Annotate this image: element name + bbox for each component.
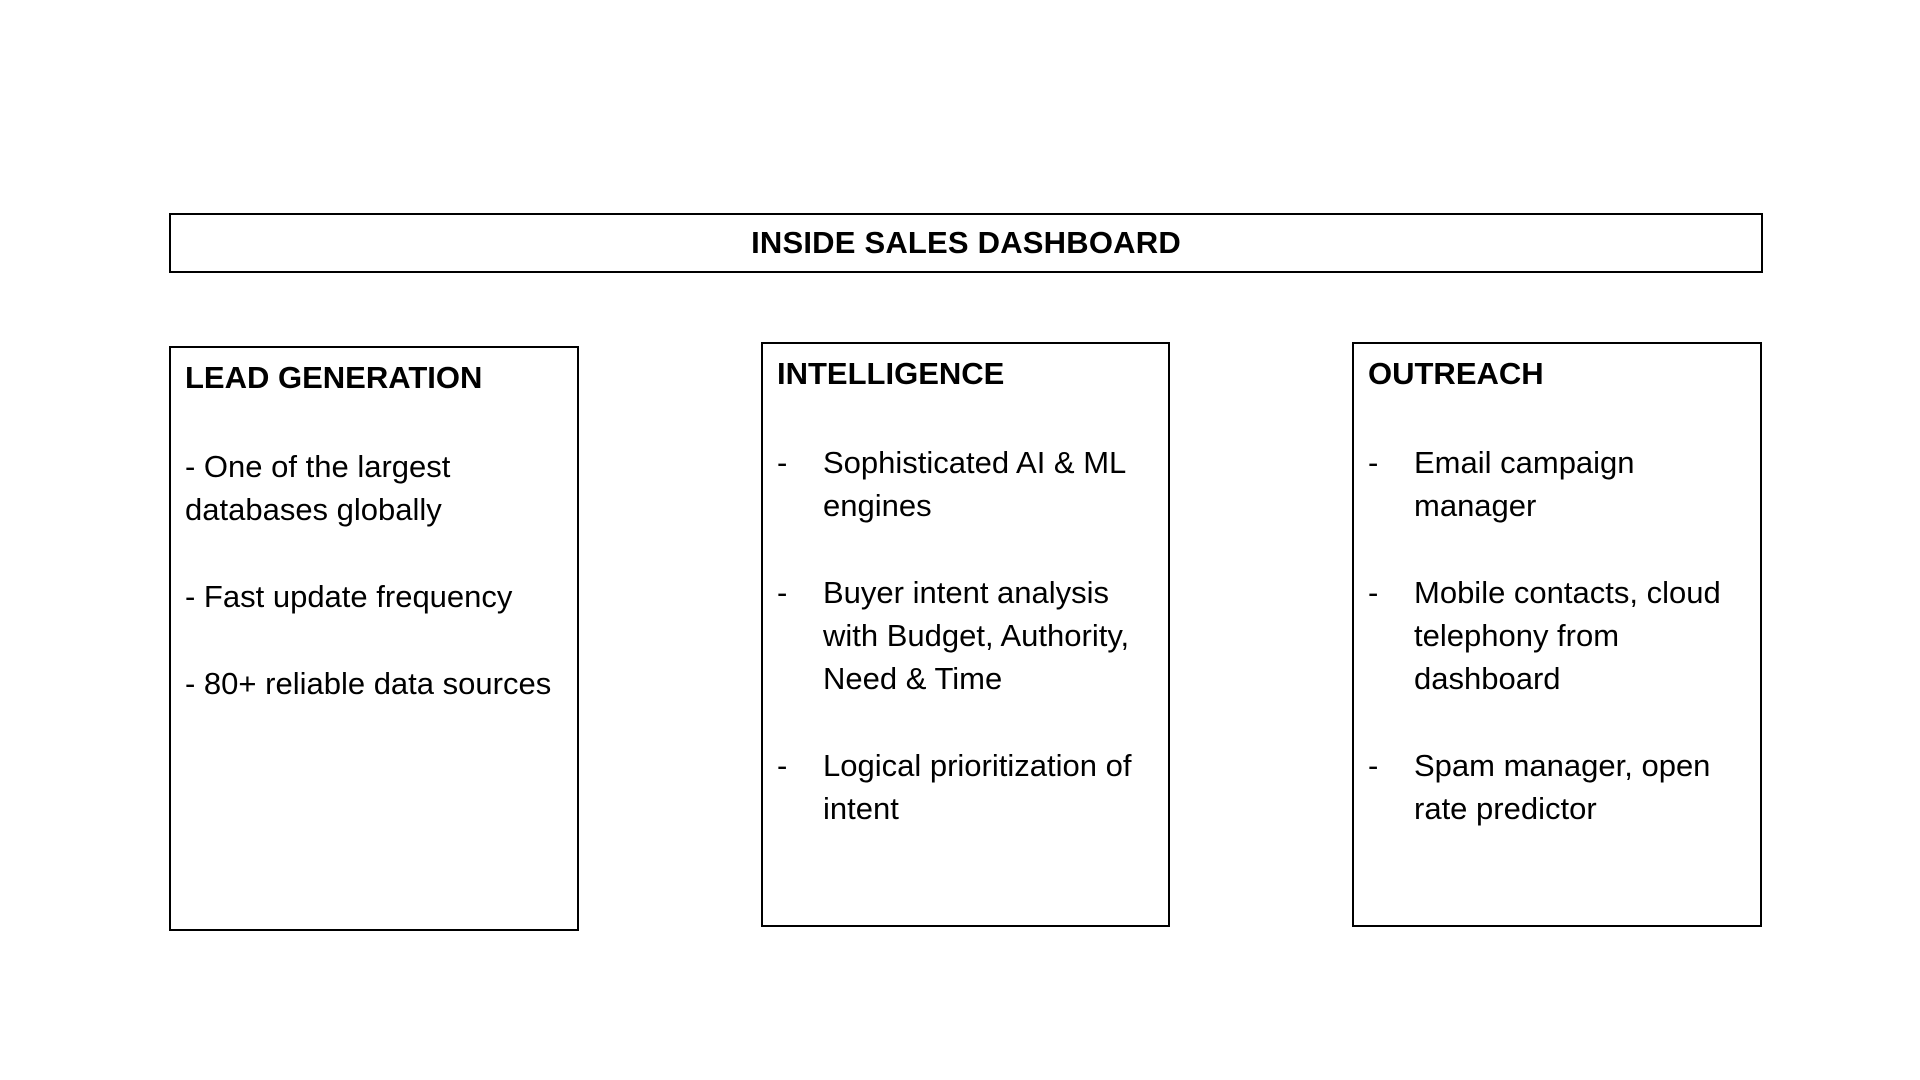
intelligence-list	[777, 441, 1154, 830]
intelligence-heading: INTELLIGENCE	[777, 356, 1005, 391]
list-item-text: Buyer intent analysis with Budget, Authority, Need & Time	[823, 575, 1130, 696]
list-item	[777, 571, 1154, 700]
lead-generation-heading: LEAD GENERATION	[185, 360, 483, 395]
list-item	[1368, 571, 1746, 700]
dash-bullet: -	[777, 445, 788, 480]
dash-bullet: -	[777, 748, 788, 783]
dash-bullet: -	[777, 575, 788, 610]
dash-bullet: -	[1368, 748, 1379, 783]
dashboard-title: INSIDE SALES DASHBOARD	[751, 225, 1181, 260]
lead-generation-list	[185, 445, 563, 705]
dash-bullet: -	[1368, 575, 1379, 610]
list-item: - One of the largest databases globally	[185, 449, 451, 527]
outreach-list	[1368, 441, 1746, 830]
list-item: - 80+ reliable data sources	[185, 666, 552, 701]
list-item	[1368, 744, 1746, 830]
list-item	[777, 441, 1154, 527]
intelligence-box	[761, 342, 1170, 927]
dash-bullet: -	[1368, 445, 1379, 480]
list-item-text: Email campaign manager	[1414, 445, 1635, 523]
list-item: - Fast update frequency	[185, 579, 513, 614]
list-item	[1368, 441, 1746, 527]
list-item-text: Mobile contacts, cloud telephony from dashboard	[1414, 575, 1721, 696]
list-item-text: Logical prioritization of intent	[823, 748, 1132, 826]
dashboard-title-box	[169, 213, 1763, 273]
list-item-text: Sophisticated AI & ML engines	[823, 445, 1126, 523]
lead-generation-box	[169, 346, 579, 931]
outreach-heading: OUTREACH	[1368, 356, 1544, 391]
outreach-box	[1352, 342, 1762, 927]
list-item-text: Spam manager, open rate predictor	[1414, 748, 1711, 826]
list-item	[777, 744, 1154, 830]
